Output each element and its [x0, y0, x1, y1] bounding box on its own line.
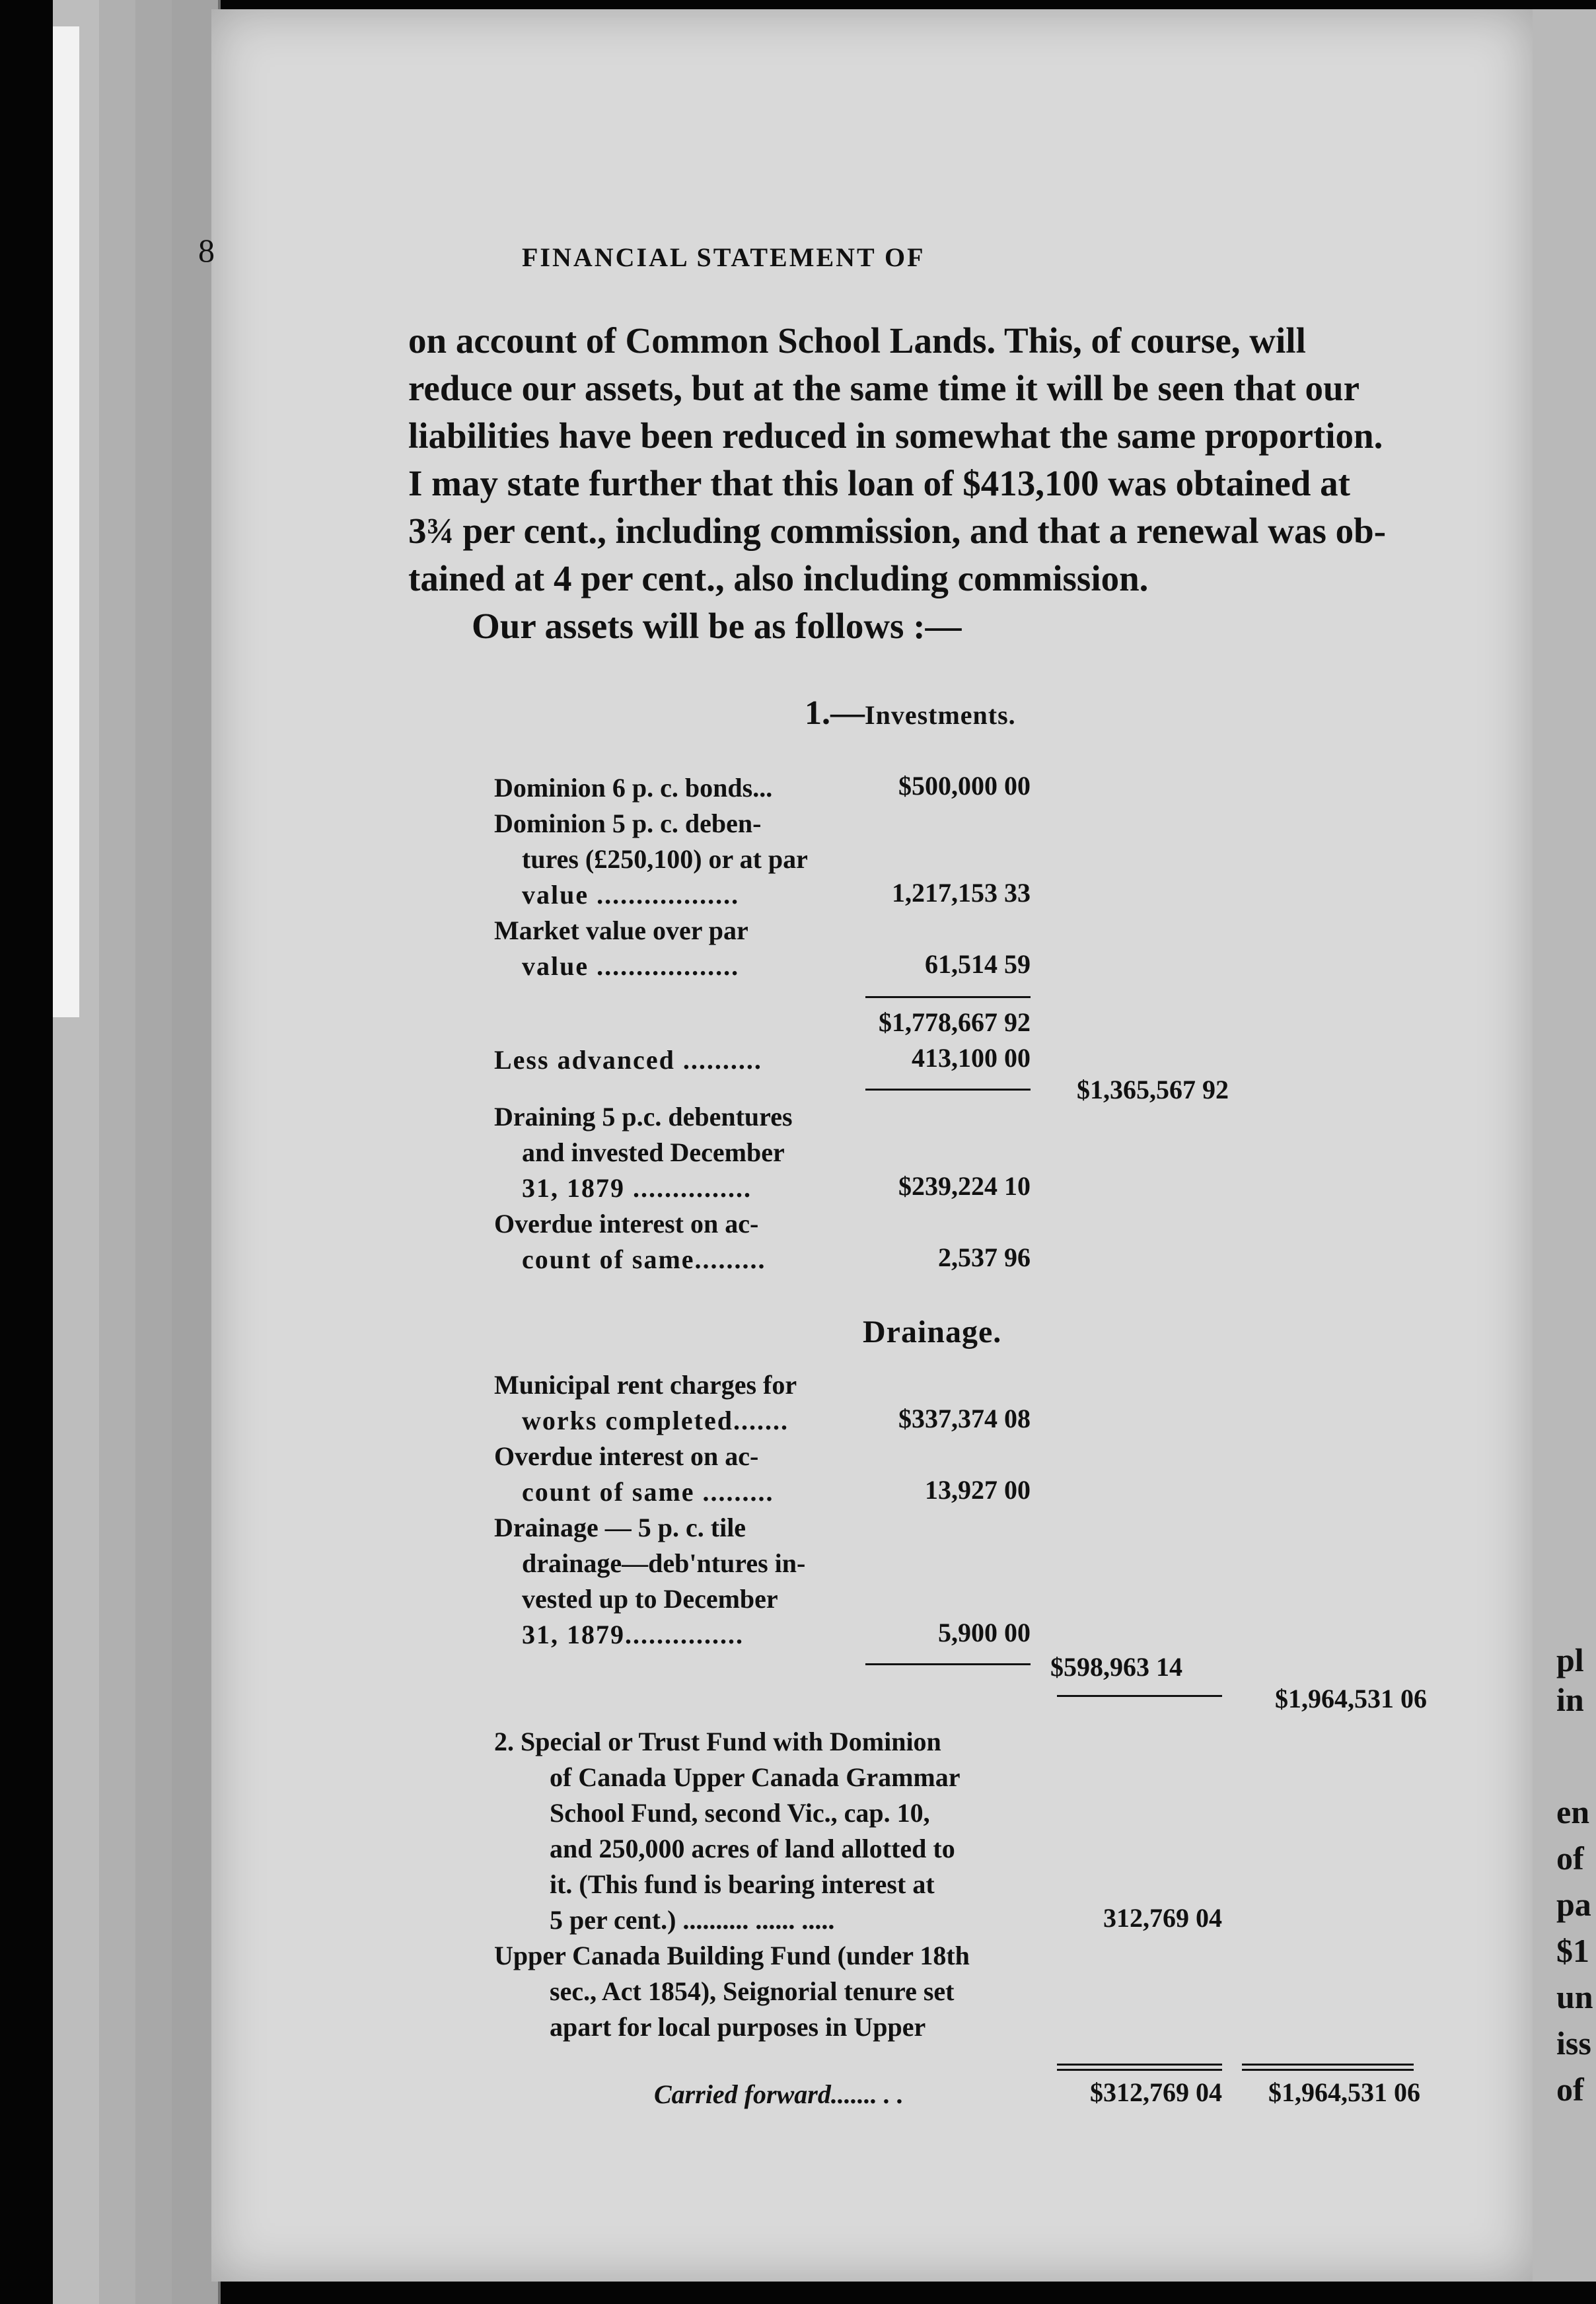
sum-rule — [1057, 2064, 1222, 2066]
ledger-item-label: it. (This fund is bearing interest at — [550, 1869, 935, 1899]
paragraph-line: I may state further that this loan of $413,100 was obtained at — [408, 463, 1350, 503]
section-title: Investments. — [865, 700, 1016, 730]
section-number: 1.— — [805, 694, 865, 732]
ledger-column-total: $598,963 14 — [1050, 1652, 1182, 1682]
ledger-item-label: works completed....... — [522, 1406, 789, 1435]
ledger-item-label: count of same......... — [522, 1244, 766, 1274]
paragraph-line: Our assets will be as follows :— — [472, 606, 962, 646]
carried-forward-amount: $1,964,531 06 — [1268, 2077, 1420, 2107]
sum-rule — [1242, 2064, 1414, 2066]
ledger-amount: $337,374 08 — [898, 1404, 1031, 1433]
ledger-item-label: 2. Special or Trust Fund with Dominion — [494, 1727, 941, 1756]
sum-rule — [1242, 2069, 1414, 2071]
ledger-item-label: 31, 1879............... — [522, 1620, 744, 1649]
ledger-item-label: vested up to December — [522, 1584, 778, 1614]
scan-artifact — [53, 26, 79, 1017]
adjacent-page-fragment: of — [1556, 2071, 1584, 2108]
ledger-item-label: value .................. — [522, 951, 740, 981]
sum-rule — [1057, 2069, 1222, 2071]
paragraph-line: tained at 4 per cent., also including commission. — [408, 558, 1149, 598]
adjacent-page-fragment: $1 — [1556, 1932, 1589, 1969]
ledger-amount: 13,927 00 — [925, 1475, 1031, 1505]
ledger-item-label: Overdue interest on ac- — [494, 1209, 759, 1239]
ledger-item-label: and invested December — [522, 1137, 785, 1167]
ledger-item-label: Draining 5 p.c. debentures — [494, 1102, 793, 1132]
ledger-item-label: Overdue interest on ac- — [494, 1441, 759, 1471]
ledger-item-label: Drainage — 5 p. c. tile — [494, 1513, 746, 1542]
ledger-amount: 61,514 59 — [925, 949, 1031, 979]
ledger-item-label: 31, 1879 ............... — [522, 1173, 752, 1203]
carried-forward-amount: $312,769 04 — [1090, 2077, 1222, 2107]
ledger-item-label: of Canada Upper Canada Grammar — [550, 1762, 961, 1792]
ledger-item-label: apart for local purposes in Upper — [550, 2012, 926, 2042]
ledger-item-label: 5 per cent.) .......... ...... ..... — [550, 1905, 835, 1935]
ledger-item-label: drainage—deb'ntures in- — [522, 1548, 806, 1578]
section-heading — [805, 694, 1016, 733]
ledger-item-label: count of same ......... — [522, 1477, 774, 1507]
adjacent-page-fragment: pl — [1556, 1641, 1584, 1678]
adjacent-page-fragment: un — [1556, 1978, 1593, 2015]
carried-forward-label: Carried forward....... . . — [654, 2079, 904, 2109]
running-header: FINANCIAL STATEMENT OF — [522, 242, 925, 272]
paragraph-line: on account of Common School Lands. This, of course, will — [408, 320, 1306, 361]
adjacent-page-strip — [1533, 9, 1596, 2282]
ledger-item-label: tures (£250,100) or at par — [522, 844, 808, 874]
ledger-amount: 312,769 04 — [1103, 1903, 1222, 1933]
ledger-amount: 413,100 00 — [912, 1043, 1031, 1073]
ledger-item-label: Dominion 5 p. c. deben- — [494, 809, 762, 838]
sum-rule — [865, 1663, 1031, 1665]
page-number: 8 — [198, 232, 215, 269]
ledger-item-label: value .................. — [522, 880, 740, 910]
ledger-item-label: Market value over par — [494, 916, 748, 945]
sum-rule — [865, 996, 1031, 998]
ledger-amount: 2,537 96 — [938, 1242, 1031, 1272]
ledger-item-label: Municipal rent charges for — [494, 1370, 797, 1400]
ledger-grand-total: $1,964,531 06 — [1275, 1684, 1427, 1713]
ledger-item-label: sec., Act 1854), Seignorial tenure set — [550, 1976, 955, 2006]
adjacent-page-fragment: en — [1556, 1793, 1589, 1830]
ledger-item-label: and 250,000 acres of land allotted to — [550, 1834, 955, 1863]
ledger-item-label: Dominion 6 p. c. bonds... — [494, 773, 773, 803]
ledger-subtotal: $1,778,667 92 — [879, 1007, 1031, 1037]
ledger-amount: 1,217,153 33 — [892, 878, 1031, 908]
adjacent-page-fragment: of — [1556, 1840, 1584, 1877]
ledger-amount: $500,000 00 — [898, 771, 1031, 801]
ledger-amount: $239,224 10 — [898, 1171, 1031, 1201]
paragraph-line: 3¾ per cent., including commission, and that a renewal was ob- — [408, 511, 1387, 551]
paragraph-line: reduce our assets, but at the same time it will be seen that our — [408, 368, 1360, 408]
ledger-amount: 5,900 00 — [938, 1618, 1031, 1647]
ledger-item-label: School Fund, second Vic., cap. 10, — [550, 1798, 930, 1828]
section-title: Drainage. — [863, 1314, 1002, 1350]
adjacent-page-fragment: in — [1556, 1681, 1584, 1718]
sum-rule — [865, 1089, 1031, 1091]
ledger-item-label: Upper Canada Building Fund (under 18th — [494, 1941, 970, 1970]
section-heading — [863, 1312, 1001, 1351]
sum-rule — [1057, 1695, 1222, 1697]
ledger-column-total: $1,365,567 92 — [1077, 1075, 1229, 1104]
adjacent-page-fragment: iss — [1556, 2025, 1591, 2062]
paragraph-line: liabilities have been reduced in somewhat the same proportion. — [408, 415, 1383, 456]
ledger-item-label: Less advanced .......... — [494, 1045, 762, 1075]
adjacent-page-fragment: pa — [1556, 1886, 1591, 1923]
